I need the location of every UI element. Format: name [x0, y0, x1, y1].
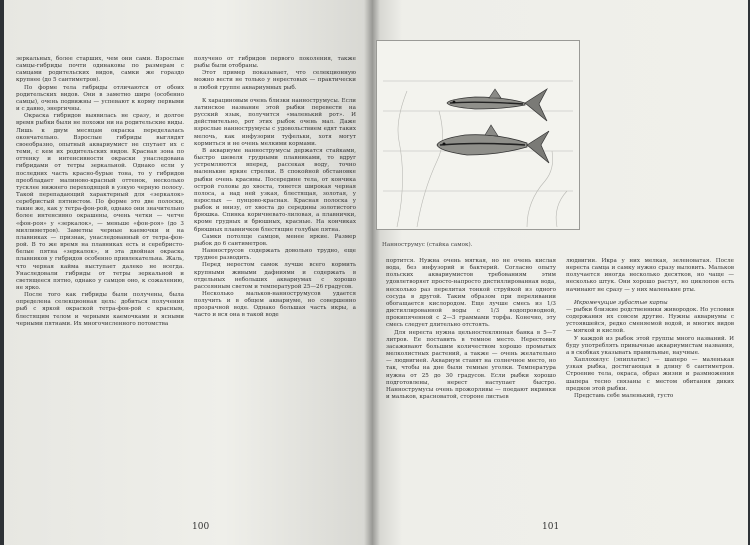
paragraph: У каждой из рыбок этой группы много названий. И буду употреблять привычные аквариумистам названия, а в скобках указывать правильные, научные. — [566, 335, 734, 356]
paragraph: зеркальных, более старших, чем они сами. Взрослые самцы-гибриды почти одинаковы по размерам с самцами родительских видов, самки же гораздо крупнее (до 5 сантиметров). — [16, 56, 184, 84]
left-page — [4, 0, 372, 545]
left-page-column-2 — [194, 56, 356, 320]
paragraph: портится. Нужна очень мягкая, но не очень кислая вода, без инфузорий и бактерий. Согласно опыту польских аквариумистов требованиям этим удовлетворяет просто-напросто дистиллированная вода, несколько раз перелитая тонкой струйкой из одного сосуда в другой. Таким образом при переливании обогащается кислородом. Еще лучше смесь из 1/3 дистиллированной воды с 1/3 водопроводной, прокипяченной с 2—3 граммами торфа. Конечно, эту смесь следует длительно отстоять. — [386, 258, 556, 329]
paragraph: Перед нерестом самок лучше всего кормить крупными живыми дафниями и содержать в отдельных небольших аквариумах с хорошо рассеянным светом и температурой 25—26 градусов. — [194, 262, 356, 290]
fish-drawing — [377, 41, 579, 229]
right-page-column-2 — [566, 258, 734, 400]
paragraph: Этот пример показывает, что селекционную можно вести не только у нерестовых — практически в любой группе аквариумных рыб. — [194, 70, 356, 91]
paragraph: По форме тела гибриды отличаются от обоих родительских видов. Они в заметно шире (особенно самцы), очень подвижны — успевают к корму первыми и с давно, энергичны. — [16, 84, 184, 113]
paragraph: Несколько мальков-наннострумусов удается получить и в общем аквариуме, но совершенно прозрачной воде. Однако большая часть икры, а часто и вся она в такой воде — [194, 291, 356, 319]
paragraph: людвигии. Икра у них мелкая, зеленоватая. После нереста самца и самку нужно сразу выловить. Мальков получается иногда несколько десятков, но чаще — несколько штук. Они хорошо растут, но циклопов есть начинают не сразу — у них маленькие рты. — [566, 258, 734, 293]
paragraph: К харациновым очень близки наннострумусы. Если латинское название этой рыбки перевести на русский язык, получится «маленький рот». И действительно, рот этих рыбок очень мал. Даже взрослые наннострумусы с удовольствием едят таких мелочь, как инфузории туфельки, хотя могут кормиться и не очень мелкими кормами. — [194, 97, 356, 147]
paragraph: Хаплохилус (эпиплатис) — шаперо — маленькая узкая рыбка, достигающая в длину 6 сантиметров. Строение тела, окраса, образ жизни и размножения шапера тесно связаны с местом обитания диких предков этой рыбки. — [566, 357, 734, 392]
fish-lower — [437, 125, 549, 163]
page-number: 101 — [542, 522, 560, 532]
right-page-column-1 — [386, 258, 556, 401]
paragraph: Наннострусов содержать довольно трудно, еще труднее разводить. — [194, 248, 356, 262]
paragraph: Окраска гибридов выявилась не сразу, и долгое время рыбки были не похожи ни на родительские виды. Лишь к двум месяцам окраска переделалась окончательно. Взрослые гибриды выглядят своеобразно, опытный аквариумист не спутает их с теми, с кем их родительских видов. Красная зона по оттенку и интенсивности окраски унаследована гибридами от тетры зеркальной. Однако если у последних часть красно-бурые тона, то у гибридов преобладает малиново-красный оттенок, несколько тусклее нижнего переходящей в узкую черную полосу. Такой перепадающий характерный для «зеркалок» серебристый пятнистом. По форме это две полоски, такие же, как у тетра-фон-рой, однако они значительно более интенсивно окрашены, очень четки — четче «фон-роя» у «зеркалок», — меньше «фон-роя» (до 3 миллиметров). Заметны черные каемочки и на плавниках — признак, унаследованный от тетра-фон-рой. В то же время на плавниках есть и серебристо-белые пятна «зеркалок», и эта двойная окраска плавников у гибридов особенно привлекательна. Жаль, что черная кайма выступает далеко не всегда. Унаследовали гибриды от тетры зеркальной и светящееся пятно, однако у самцов оно, к сожалению, не ярко. — [16, 113, 184, 291]
paragraph: Представь себе маленький, густо — [574, 392, 674, 399]
figure-caption: Наннострумус (стайка самок). — [382, 242, 473, 248]
paragraph: Самки потолще самцов, менее яркие. Размер рыбок до 6 сантиметров. — [194, 233, 356, 247]
paragraph: — рыбки близкие родственники живородок. Но условия содержания их совсем другие. Нужны аквариумы с устоявшейся, редко сменяемой водой, и многих видов — мягкой и кислой. — [566, 306, 734, 335]
open-book — [4, 0, 748, 545]
page-number: 100 — [192, 522, 210, 532]
left-page-column-1 — [16, 56, 184, 328]
paragraph: Для нереста нужна цельностеклянная банка в 5—7 литров. Ее поставить в темное место. Нерестовик засаживают большим количеством хорошо промытых мелколистных растений, а также — очень желательно — людвигией. Аквариум ставят на солнечное место, но так, чтобы на дне были темные уголки. Температура нужна от 25 до 30 градусов. Если рыбки хорошо подготовлены, нерест наступает быстро. Наннострумусы очень прожорливы — поедают икринки и мальков, красноватой, стороне листьев — [386, 329, 556, 400]
paragraph: После того как гибриды были получены, была определена селекционная цель: добиться получения рыб с яркой окраской тетра-фон-рой с красным, блестящим телом и черными каемочками и ясными черными пятнами. Их многочисленного потомства — [16, 292, 184, 327]
section-heading: Икромечущие зубастые карпы — [574, 299, 668, 306]
paragraph: В аквариуме наннострумусы держатся стайками, быстро шевеля грудными плавниками, то вдруг устремляются вперед, рассекая воду, точно маленькие яркие стрелки. В спокойной обстановке рыбки очень красивы. Посередине тела, от кончика острой головы до хвоста, тянется широкая черная полоса, а над ней узкая, блестящая, золотая, у взрослых — пунцово-красная. Красная полоска у рыбок и внизу, от хвоста до середины золотистого брюшка. Спинка коричневато-лиловая, а плавнички, кроме грудных и брюшных, красные. На кончиках брюшных плавничков блестящие голубые пятна. — [194, 147, 356, 233]
fish-illustration — [376, 40, 580, 230]
fish-upper — [447, 89, 547, 121]
paragraph: получено от гибридов первого поколения, также рыбы были отобраны. — [194, 56, 356, 70]
